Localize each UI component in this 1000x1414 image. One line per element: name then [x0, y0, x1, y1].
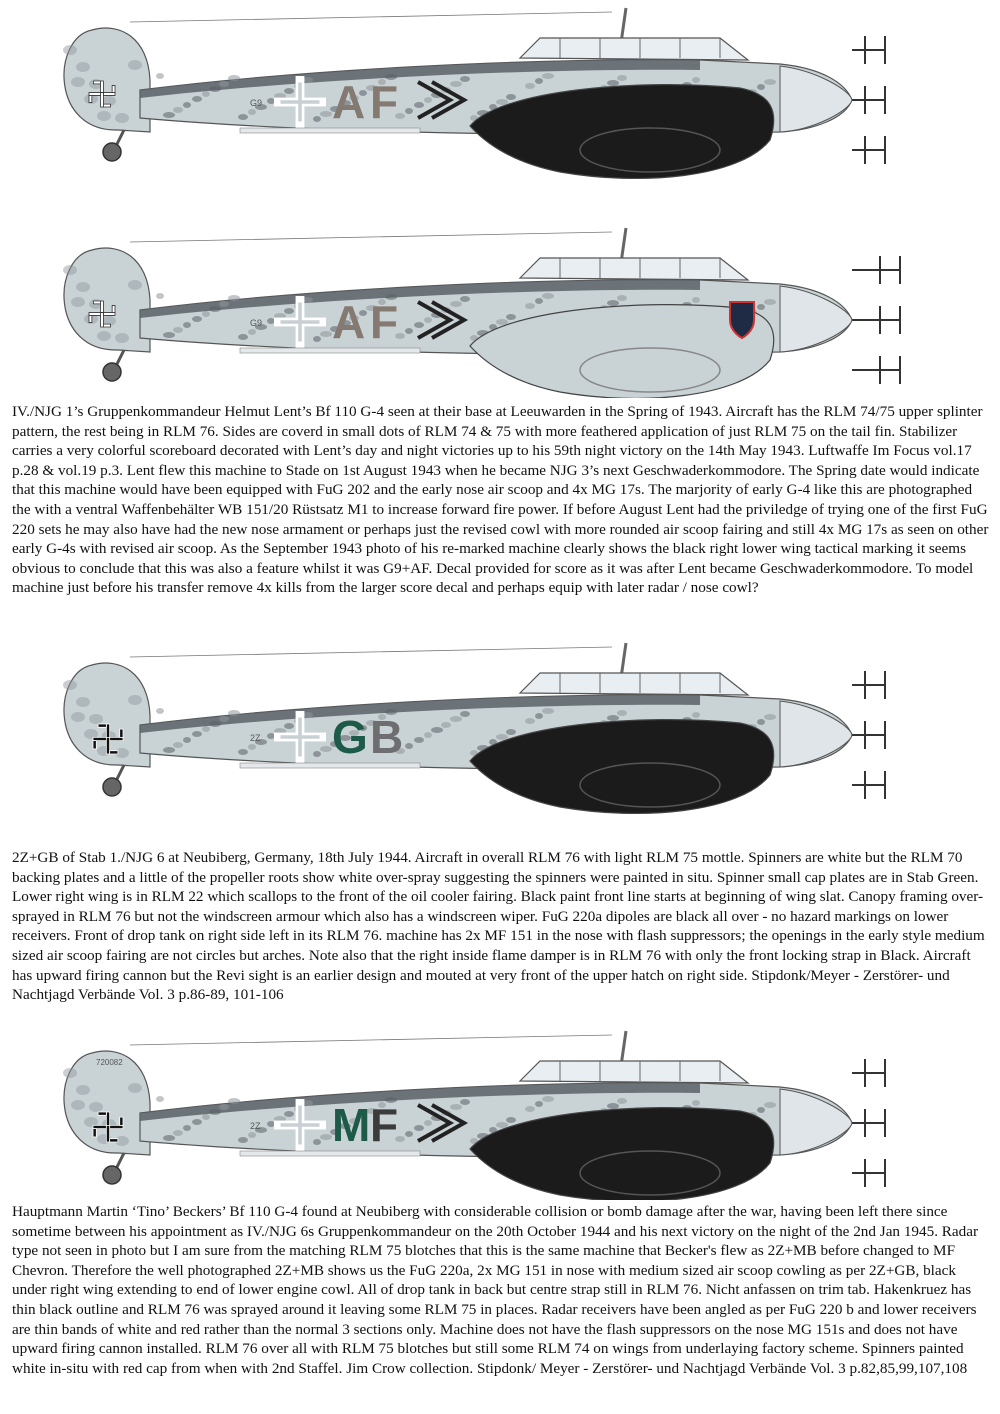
code-letter-2: F — [370, 1099, 399, 1151]
aircraft-profile-2 — [0, 220, 1000, 398]
nose-cowl — [780, 66, 852, 132]
wing-underside — [240, 348, 420, 353]
tailwheel — [103, 143, 121, 161]
profile-2z-gb — [0, 635, 1000, 840]
canopy — [520, 673, 748, 695]
wing-underside — [240, 128, 420, 133]
caption-2z-gb: 2Z+GB of Stab 1./NJG 6 at Neubiberg, Germany, 18th July 1944. Aircraft in overall RLM 76 with light RLM 75 mottle. Spinners are white but the RLM 70 backing plates and a little of the propeller roots show white over-spray suggesting the spinners were painted in situ. Spinner small cap plates are in Stab Green. Lower right wing is in RLM 22 which scallops to the front of the oil cooler fairing. Black paint front line starts at beginning of wing slat. Canopy framing over-sprayed in RLM 76 but not the windscreen armour which also has a windscreen wiper. FuG 220a dipoles are black all over - no hazard markings on lower receivers. Front of drop tank on right side left in its RLM 76. machine has 2x MF 151 in the nose with flash suppressors; the openings in the early style medium sized air scoop fairing are not circles but arches. Note also that the right inside flame damper is in RLM 76 with only the front locking strap in Black. Aircraft has upward firing cannon but the Revi sight is an earlier design and mouted at very front of the upper hatch on right side. Stipdonk/Meyer - Zerstörer- und Nachtjagd Verbände Vol. 3 p.86-89, 101-106 — [12, 849, 985, 1004]
antenna-wire — [130, 1035, 612, 1045]
caption-beckers: Hauptmann Martin ‘Tino’ Beckers’ Bf 110 G-4 found at Neubiberg with considerable collision or bomb damage after the war, having been left there since sometime between his appointment as IV./NJG 6s Gruppenkommandeur on the 20th October 1944 and his next victory on the night of the 2nd Jan 1945. Radar type not seen in photo but I am sure from the matching RLM 75 blotches that this is the same machine that Becker's flew as 2Z+MB before changed to MF Chevron. Therefore the well photographed 2Z+MB shows us the FuG 220a, 2x MG 151 in nose with medium sized air scoop cowling as per 2Z+GB, black under right wing extending to end of lower engine cowl. All of drop tank in back but centre strap still in RLM 76. Nicht anfassen on trim tab. Hakenkruez has thin black outline and RLM 76 was sprayed around it leaving some RLM 75 in places. Radar receivers have been angled as per FuG 220 b and lower receivers are thin bands of white and red rather than the normal 3 sections only. Machine does not have the flash suppressors on the nose MG 151s and does not have upward firing cannon installed. RLM 76 over all with RLM 75 blotches but still some RLM 74 on wings from underlaying factory scheme. Spinners painted white in-situ with red cap from when with 2nd Staffel. Jim Crow collection. Stipdonk/ Meyer - Zerstörer- und Nachtjagd Verbände Vol. 3 p.82,85,99,107,108 — [12, 1203, 979, 1377]
canopy — [520, 38, 748, 60]
canopy — [520, 258, 748, 280]
stab-code: 2Z — [250, 1121, 261, 1131]
stab-code: G9 — [250, 98, 263, 108]
profile-lent-g9af-a — [0, 0, 1000, 215]
profile-lent-g9af-b — [0, 220, 1000, 398]
code-letter-2: F — [370, 76, 399, 128]
tailwheel-strut — [116, 350, 124, 366]
tail-number: 720082 — [96, 1058, 123, 1067]
code-letter-1: M — [332, 1099, 371, 1151]
stab-code: G9 — [250, 318, 263, 328]
tailwheel — [103, 1166, 121, 1184]
tailwheel-strut — [116, 130, 124, 146]
stab-code: 2Z — [250, 733, 261, 743]
nose-cowl — [780, 286, 852, 352]
profile-2z-mf — [0, 1028, 1000, 1200]
tailwheel — [103, 363, 121, 381]
code-letter-1: A — [332, 76, 366, 128]
code-letter-1: G — [332, 711, 368, 763]
antenna-wire — [130, 647, 612, 657]
aircraft-profile-3 — [0, 635, 1000, 840]
aircraft-profile-4 — [0, 1028, 1000, 1200]
tailwheel-strut — [116, 1153, 124, 1169]
caption-lent: IV./NJG 1’s Gruppenkommandeur Helmut Lent’s Bf 110 G-4 seen at their base at Leeuwarden in the Spring of 1943. Aircraft has the RLM 74/75 upper splinter pattern, the rest being in RLM 76. Sides are coverd in small dots of RLM 74 & 75 with more feathered application of just RLM 75 on the tail fin. Stabilizer carries a very colorful scoreboard decorated with Lent’s day and night victories up to his 59th night victory on the 14th May 1943. Luftwaffe Im Focus vol.17 p.28 & vol.19 p.3. Lent flew this machine to Stade on 1st August 1943 when he became NJG 3’s next Geschwaderkommodore. The Spring date would indicate that this machine would have been equipped with FuG 202 and the early nose air scoop and 4x MG 17s. The marjority of early G-4 like this are photographed the with a ventral Waffenbehälter WB 151/20 Rüstsatz M1 to increase forward fire power. If before August Lent had the priviledge of trying one of the first FuG 220 sets he may also have had the new nose armament or perhaps just the revised cowl with more rounded air scoop fairing and still 4x MG 17s as seen on other early G-4s with revised air scoop. As the September 1943 photo of his re-marked machine clearly shows the black right lower wing tactical marking it seems obvious to conclude that this was also a feature whilst it was G9+AF. Decal provided for score as it was after Lent became Geschwaderkommodore. To model machine just before his transfer remove 4x kills from the larger score decal and perhaps equip with later radar / nose cowl? — [12, 403, 989, 597]
tailwheel — [103, 778, 121, 796]
code-letter-1: A — [332, 296, 366, 348]
antenna-wire — [130, 232, 612, 242]
nose-cowl — [780, 1089, 852, 1155]
canopy — [520, 1061, 748, 1083]
code-letter-2: F — [370, 296, 399, 348]
code-letter-2: B — [370, 711, 404, 763]
antenna-wire — [130, 12, 612, 22]
wing-underside — [240, 1151, 420, 1156]
nose-cowl — [780, 701, 852, 767]
wing-underside — [240, 763, 420, 768]
aircraft-profile-1 — [0, 0, 1000, 215]
tailwheel-strut — [116, 765, 124, 781]
